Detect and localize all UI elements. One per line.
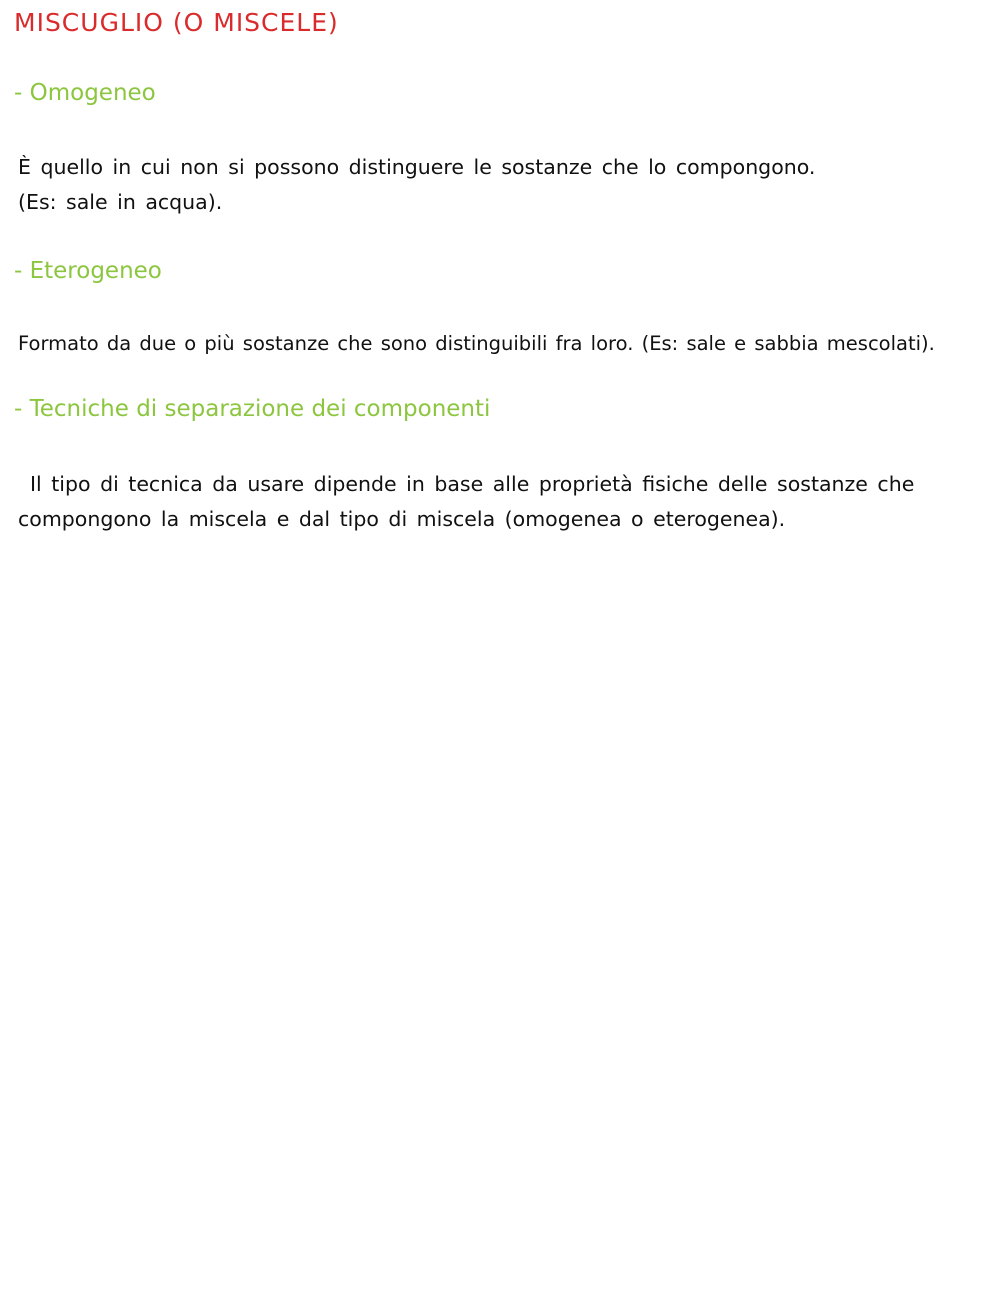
page-title: MISCUGLIO (O MISCELE) [14,8,339,37]
paragraph-tecniche [18,467,978,537]
heading-omogeneo: - Omogeneo [14,80,156,106]
paragraph-line: Formato da due o più sostanze che sono distinguibili fra loro. (Es: sale e sabbia mescolati). [18,332,935,355]
heading-tecniche: - Tecniche di separazione dei componenti [14,396,491,422]
paragraph-line: Il tipo di tecnica da usare dipende in base alle proprietà fisiche delle sostanze che [30,472,915,496]
paragraph-eterogeneo [18,326,978,361]
paragraph-line: compongono la miscela e dal tipo di miscela (omogenea o eterogenea). [18,507,786,531]
paragraph-line: (Es: sale in acqua). [18,190,223,214]
paragraph-omogeneo [18,150,978,220]
paragraph-line: È quello in cui non si possono distinguere le sostanze che lo compongono. [18,155,816,179]
heading-eterogeneo: - Eterogeneo [14,258,162,284]
